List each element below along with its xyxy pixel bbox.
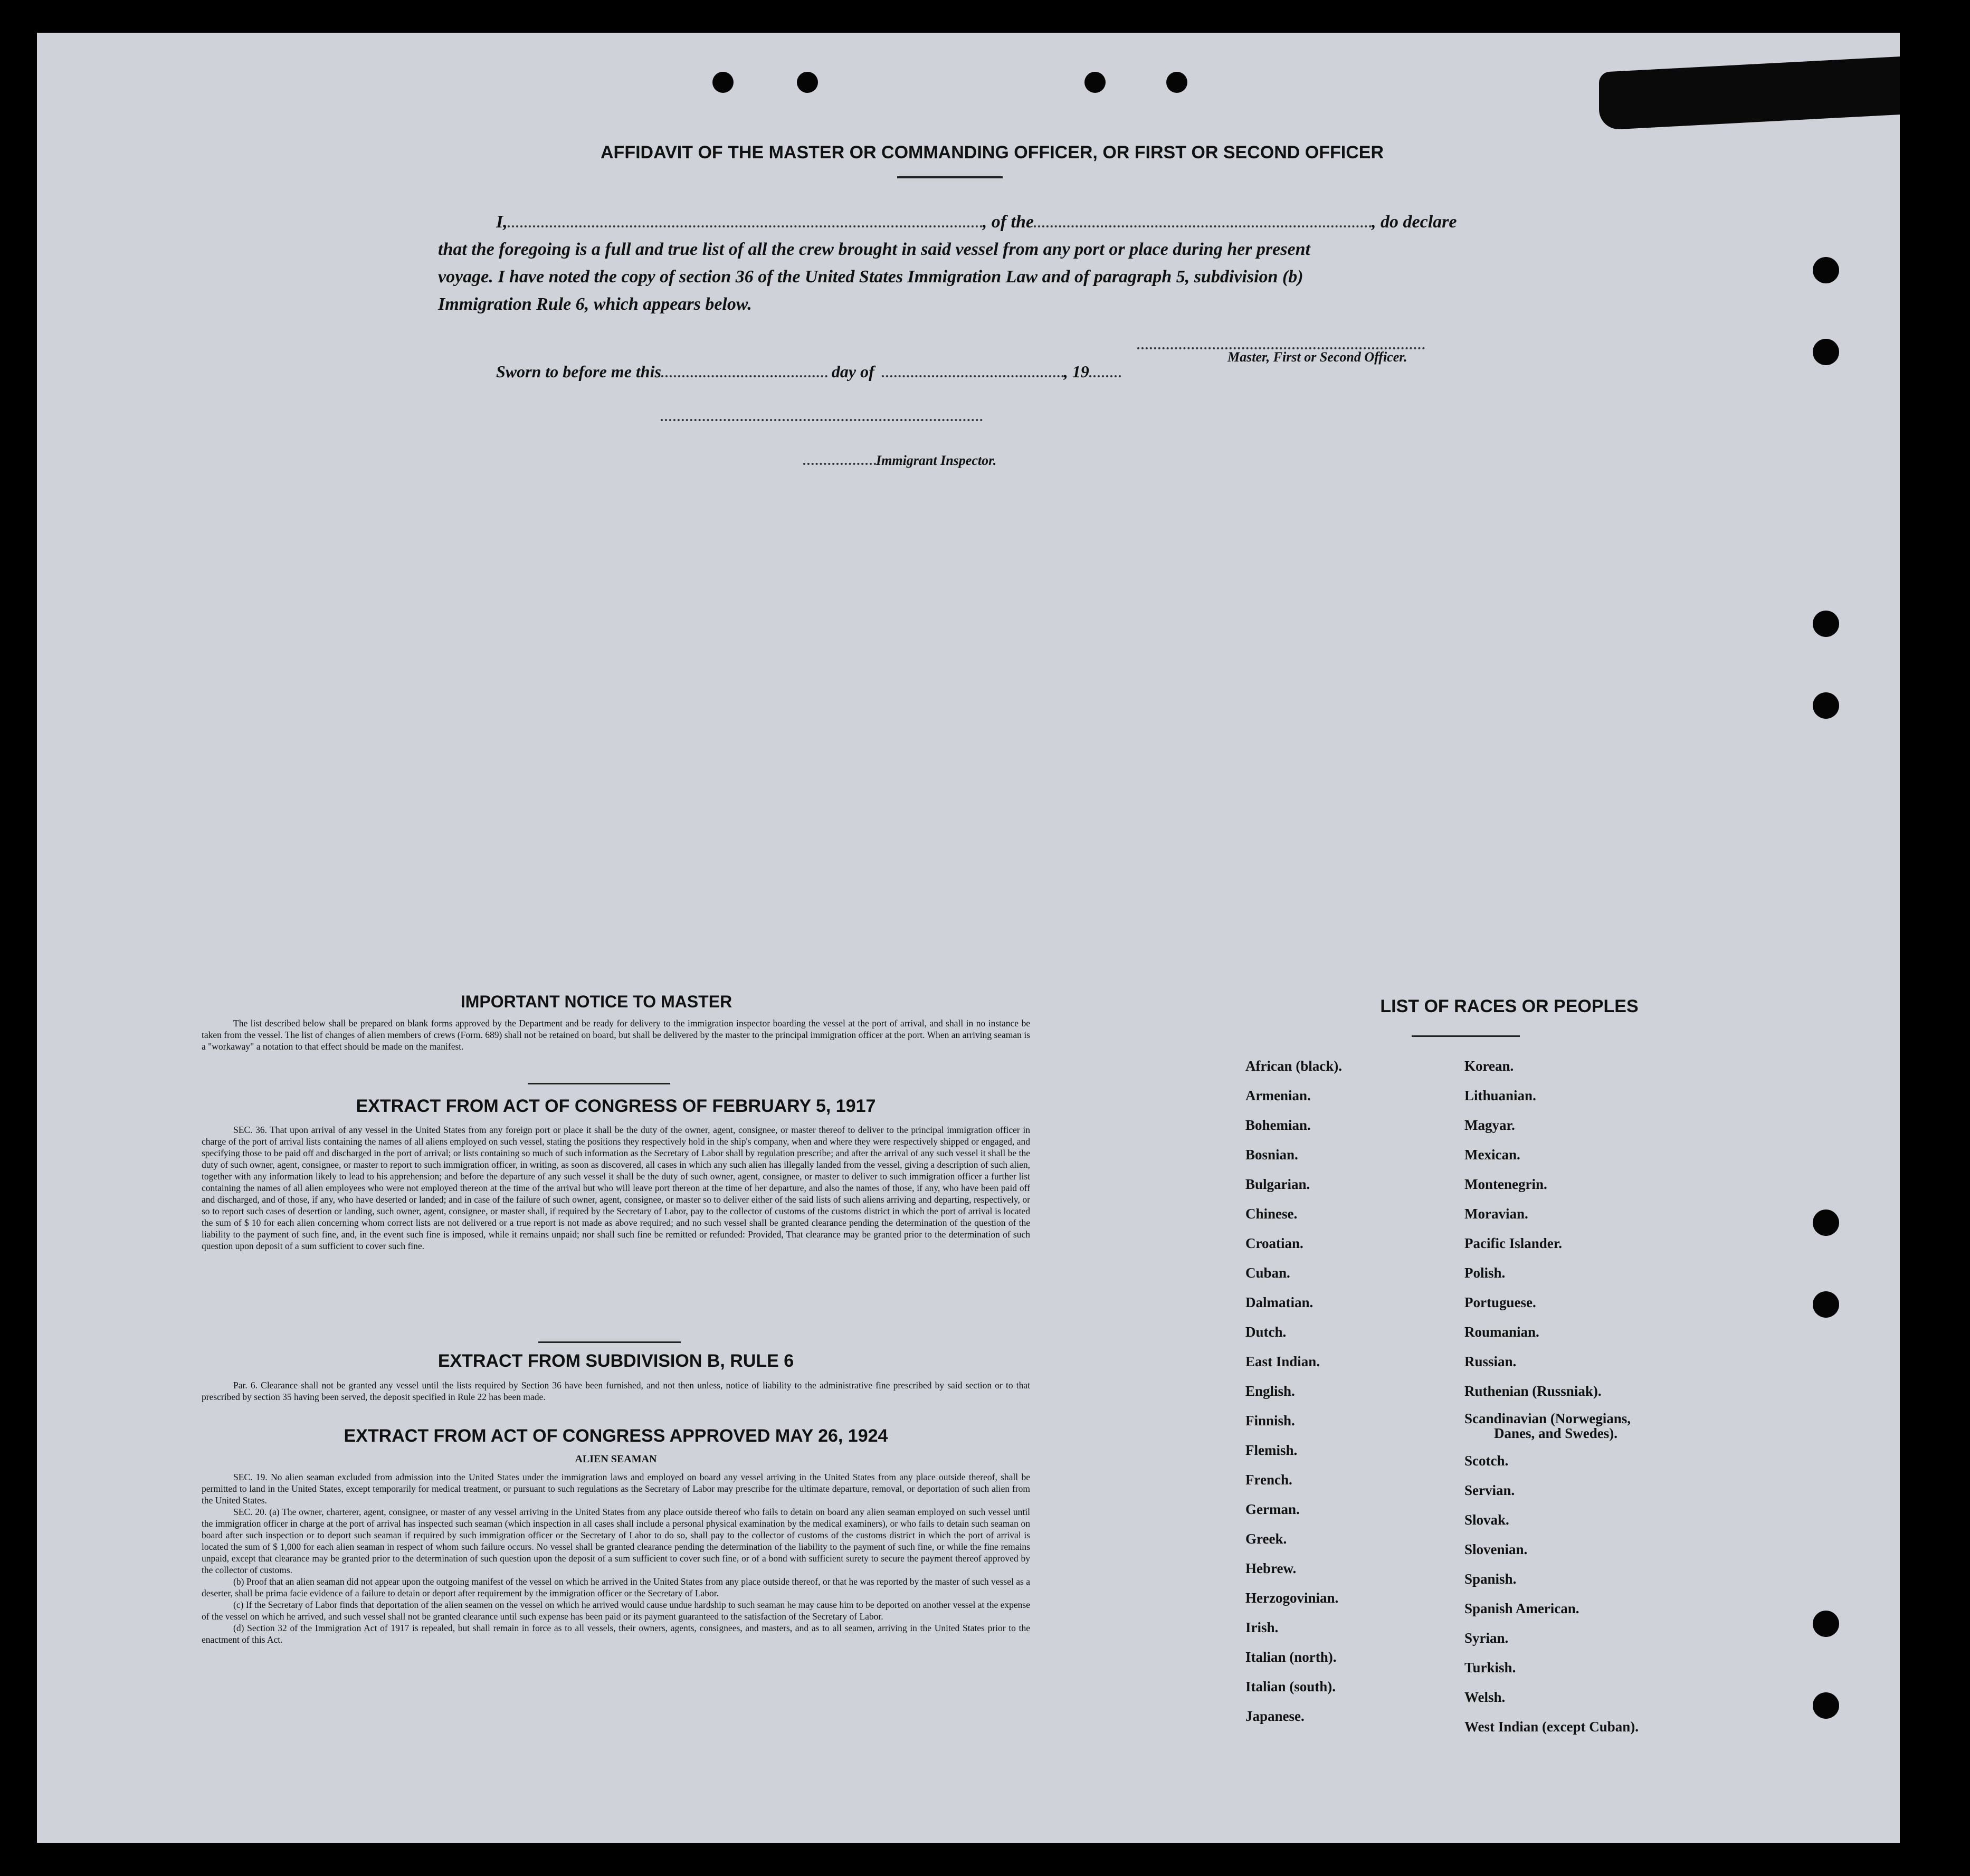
binding-hole (1813, 339, 1839, 365)
extract-1924-title: EXTRACT FROM ACT OF CONGRESS APPROVED MAY 26, 1924 (344, 1426, 888, 1446)
extract-1924-body (202, 1471, 1030, 1645)
races-col2 (1464, 1051, 1707, 1741)
sec20b-paragraph: (b) Proof that an alien seaman did not appear upon the outgoing manifest of the vessel on which he arrived in the United States from any place outside thereof, or that he was reported by the master of such vessel as a deserter, shall be prima facie evidence of a failure to detain or deport after requirement by the immigration officer or the Secretary of Labor. (202, 1576, 1030, 1598)
races-col1 (1245, 1051, 1446, 1731)
race-item: Croatian. (1245, 1235, 1303, 1251)
day-blank[interactable] (661, 375, 827, 377)
race-item: Japanese. (1245, 1708, 1305, 1724)
affidavit-i: I, (496, 212, 508, 232)
race-item: Syrian. (1464, 1630, 1509, 1646)
race-item: Ruthenian (Russniak). (1464, 1383, 1602, 1399)
binding-hole (1813, 1611, 1839, 1637)
race-item: Finnish. (1245, 1413, 1295, 1429)
race-item: East Indian. (1245, 1354, 1320, 1369)
race-item: Lithuanian. (1464, 1088, 1536, 1103)
race-item: Mexican. (1464, 1147, 1520, 1163)
race-item: Danes, and Swedes). (1494, 1425, 1618, 1441)
race-item: Russian. (1464, 1354, 1517, 1369)
year-text: , 19 (1063, 362, 1089, 381)
race-item: Pacific Islander. (1464, 1235, 1562, 1251)
inspector-blank[interactable] (803, 463, 876, 465)
divider (897, 176, 1003, 178)
extract-1924-subtitle: ALIEN SEAMAN (575, 1453, 657, 1465)
race-item: Montenegrin. (1464, 1176, 1547, 1192)
affidavit-line1 (496, 212, 1499, 232)
affidavit-declare: , do declare (1372, 212, 1457, 232)
race-item: Magyar. (1464, 1117, 1515, 1133)
year-blank[interactable] (1089, 375, 1121, 377)
affidavit-line2: that the foregoing is a full and true list of all the crew brought in said vessel from any port or place during her present (438, 240, 1310, 259)
inspector-line-short (803, 453, 996, 469)
race-item: Bulgarian. (1245, 1176, 1310, 1192)
extract-1917-body: SEC. 36. That upon arrival of any vessel in the United States from any foreign port or place it shall be the duty of the owner, agent, consignee, or master thereof to deliver to the principal immigration officer in charge of the port of arrival lists containing the names of all aliens employed on such vessel, stating the positions they respectively hold in the ship's company, when and where they were respectively shipped or engaged, and specifying those to be paid off and discharged in the port of arrival; or lists containing so much of such information as the Secretary of Labor shall by regulation prescribe; and after the arrival of any such vessel it shall be the duty of such owner, agent, consignee, or master to report to such immigration officer, in writing, as soon as discovered, all cases in which any such alien has illegally landed from the vessel, giving a description of such alien, together with any information likely to lead to his apprehension; and before the departure of any such vessel it shall be the duty of such owner, agent, consignee, or master to deliver to such immigration officer a further list containing the names of all alien employees who were not employed thereon at the time of the arrival but who will leave port thereon at the time of her departure, and also the names of those, if any, who have been paid off and discharged, and of those, if any, who have deserted or landed; and in case of the failure of such owner, agent, consignee, or master so to deliver either of the said lists of such aliens arriving and departing, respectively, or so to report such cases of desertion or landing, such owner, agent, consignee, or master shall, if required by the Secretary of Labor, pay to the collector of customs of the customs district in which the port of arrival is located the sum of $ 10 for each alien concerning whom correct lists are not delivered or a true report is not made as above required; and no such vessel shall be granted clearance pending the determination of the question of the liability to the payment of such fine, and, in the event such fine is imposed, while it remains unpaid; nor shall such fine be remitted or refunded: Provided, That clearance may be granted prior to the determination of such question upon deposit of a sum sufficient to cover such fine. (202, 1125, 1030, 1251)
race-item: Italian (south). (1245, 1679, 1336, 1694)
sec20d-paragraph: (d) Section 32 of the Immigration Act of 1917 is repealed, but shall remain in force as to all vessels, their owners, agents, consignees, and masters, and as to all seamen, arriving in the United States prior to the enactment of this Act. (202, 1623, 1030, 1645)
race-item: Flemish. (1245, 1442, 1298, 1458)
race-item: Portuguese. (1464, 1294, 1536, 1310)
race-item: Roumanian. (1464, 1324, 1539, 1340)
race-item: French. (1245, 1472, 1292, 1488)
affidavit-title: AFFIDAVIT OF THE MASTER OR COMMANDING OFFICER, OR FIRST OR SECOND OFFICER (601, 142, 1384, 163)
month-blank[interactable] (882, 375, 1064, 377)
divider (538, 1341, 681, 1343)
divider (1412, 1035, 1520, 1037)
binding-hole (1813, 1692, 1839, 1719)
binding-hole (1813, 611, 1839, 637)
race-item: Bohemian. (1245, 1117, 1311, 1133)
race-item: Armenian. (1245, 1088, 1311, 1103)
sec20a-paragraph: SEC. 20. (a) The owner, charterer, agent, consignee, or master of any vessel arriving in the United States from any place outside thereof who fails to detain on board any alien seaman employed on such vessel until the immigration officer in charge at the port of arrival has inspected such seaman (which inspection in all cases shall include a personal physical examination by the medical examiners), or who fails to detain such seaman on board after such inspection or to deport such seaman if required by such immigration officer or the Secretary of Labor to do so, shall pay to the collector of customs of the customs district in which the port of arrival is located the sum of $ 1,000 for each alien seaman in respect of whom such failure occurs. No vessel shall be granted clearance pending the determination of the liability to the payment of such fine, or while the fine remains unpaid, except that clearance may be granted prior to the determination of such question upon the deposit of a sum sufficient to cover such fine, or of a bond with sufficient surety to secure the payment thereof approved by the collector of customs. (202, 1507, 1030, 1575)
divider (528, 1083, 670, 1084)
race-item: Hebrew. (1245, 1560, 1297, 1576)
race-item: Greek. (1245, 1531, 1287, 1547)
affidavit-of-the: , of the (982, 212, 1034, 232)
rule6-title: EXTRACT FROM SUBDIVISION B, RULE 6 (437, 1351, 794, 1371)
race-item: Welsh. (1464, 1689, 1506, 1705)
sworn-text: Sworn to before me this (496, 362, 661, 381)
race-item: Scotch. (1464, 1453, 1509, 1469)
day-of-text: day of (831, 362, 874, 381)
race-item: Cuban. (1245, 1265, 1290, 1281)
race-item: English. (1245, 1383, 1295, 1399)
punch-hole (1084, 72, 1106, 93)
vessel-blank[interactable] (1034, 225, 1372, 227)
race-item: Spanish. (1464, 1571, 1517, 1587)
race-item: Moravian. (1464, 1206, 1528, 1222)
race-item: Irish. (1245, 1620, 1279, 1635)
race-item: West Indian (except Cuban). (1464, 1719, 1639, 1735)
sworn-line (496, 362, 1121, 382)
race-item: Herzogovinian. (1245, 1590, 1339, 1606)
race-item: Italian (north). (1245, 1649, 1337, 1665)
binding-hole (1813, 257, 1839, 283)
notice-title: IMPORTANT NOTICE TO MASTER (460, 992, 732, 1011)
notice-body: The list described below shall be prepared on blank forms approved by the Department and be ready for delivery to the immigration inspector boarding the vessel at the port of arrival, and shall in no instance be taken from the vessel. The list of changes of alien members of crews (Form. 689) shall not be retained on board, but shall be delivered by the master to the principal immigration officer at the port. When an arriving seaman is a "workaway" a notation to that effect should be made on the manifest. (202, 1018, 1030, 1052)
binding-hole (1813, 692, 1839, 719)
race-item: Dalmatian. (1245, 1294, 1314, 1310)
race-item: German. (1245, 1501, 1300, 1517)
punch-hole (797, 72, 818, 93)
punch-hole (712, 72, 734, 93)
document-page (37, 33, 1900, 1843)
sec20c-paragraph: (c) If the Secretary of Labor finds that deportation of the alien seamen on the vessel on which he arrived would cause undue hardship to such seaman he may cause him to be deported on another vessel at the expense of the vessel on which he arrived, and such vessel shall not be granted clearance until such expense has been paid or its payment guaranteed to the satisfaction of the Secretary of Labor. (202, 1599, 1030, 1622)
race-item: Servian. (1464, 1482, 1515, 1498)
race-item: Slovak. (1464, 1512, 1509, 1528)
binding-hole (1813, 1291, 1839, 1318)
race-item: Dutch. (1245, 1324, 1287, 1340)
race-item: Chinese. (1245, 1206, 1298, 1222)
inspector-line[interactable] (661, 419, 983, 421)
sec19-paragraph: SEC. 19. No alien seaman excluded from admission into the United States under the immigration laws and employed on board any vessel arriving in the United States from any place outside thereof, shall be permitted to land in the United States, except temporarily for medical treatment, or pursuant to such regulations as the Secretary of Labor may prescribe for the ultimate departure, removal, or deportation of such alien from the United States. (202, 1472, 1030, 1506)
affidavit-line4: Immigration Rule 6, which appears below. (438, 294, 752, 314)
race-item: Spanish American. (1464, 1601, 1579, 1616)
name-blank[interactable] (508, 225, 983, 227)
extract-1917-title: EXTRACT FROM ACT OF CONGRESS OF FEBRUARY 5, 1917 (356, 1096, 876, 1116)
punch-hole (1166, 72, 1187, 93)
race-item: Turkish. (1464, 1660, 1516, 1675)
rule6-body: Par. 6. Clearance shall not be granted any vessel until the lists required by Section 36 have been furnished, and not then unless, notice of liability to the administrative fine prescribed by said section or to that prescribed by section 35 having been served, the deposit specified in Rule 22 has been made. (202, 1380, 1030, 1402)
binding-hole (1813, 1210, 1839, 1236)
race-item: Slovenian. (1464, 1541, 1528, 1557)
master-signature-label: Master, First or Second Officer. (1227, 349, 1407, 365)
inspector-label: Immigrant Inspector. (876, 453, 997, 468)
affidavit-line3: voyage. I have noted the copy of section 36 of the United States Immigration Law and of paragraph 5, subdivision (b) (438, 267, 1303, 287)
race-item: Korean. (1464, 1058, 1514, 1074)
race-item: African (black). (1245, 1058, 1342, 1074)
race-item: Bosnian. (1245, 1147, 1298, 1163)
race-item: Scandinavian (Norwegians, (1464, 1411, 1631, 1426)
torn-corner (1599, 56, 1900, 130)
race-item: Polish. (1464, 1265, 1506, 1281)
races-title: LIST OF RACES OR PEOPLES (1380, 996, 1639, 1016)
